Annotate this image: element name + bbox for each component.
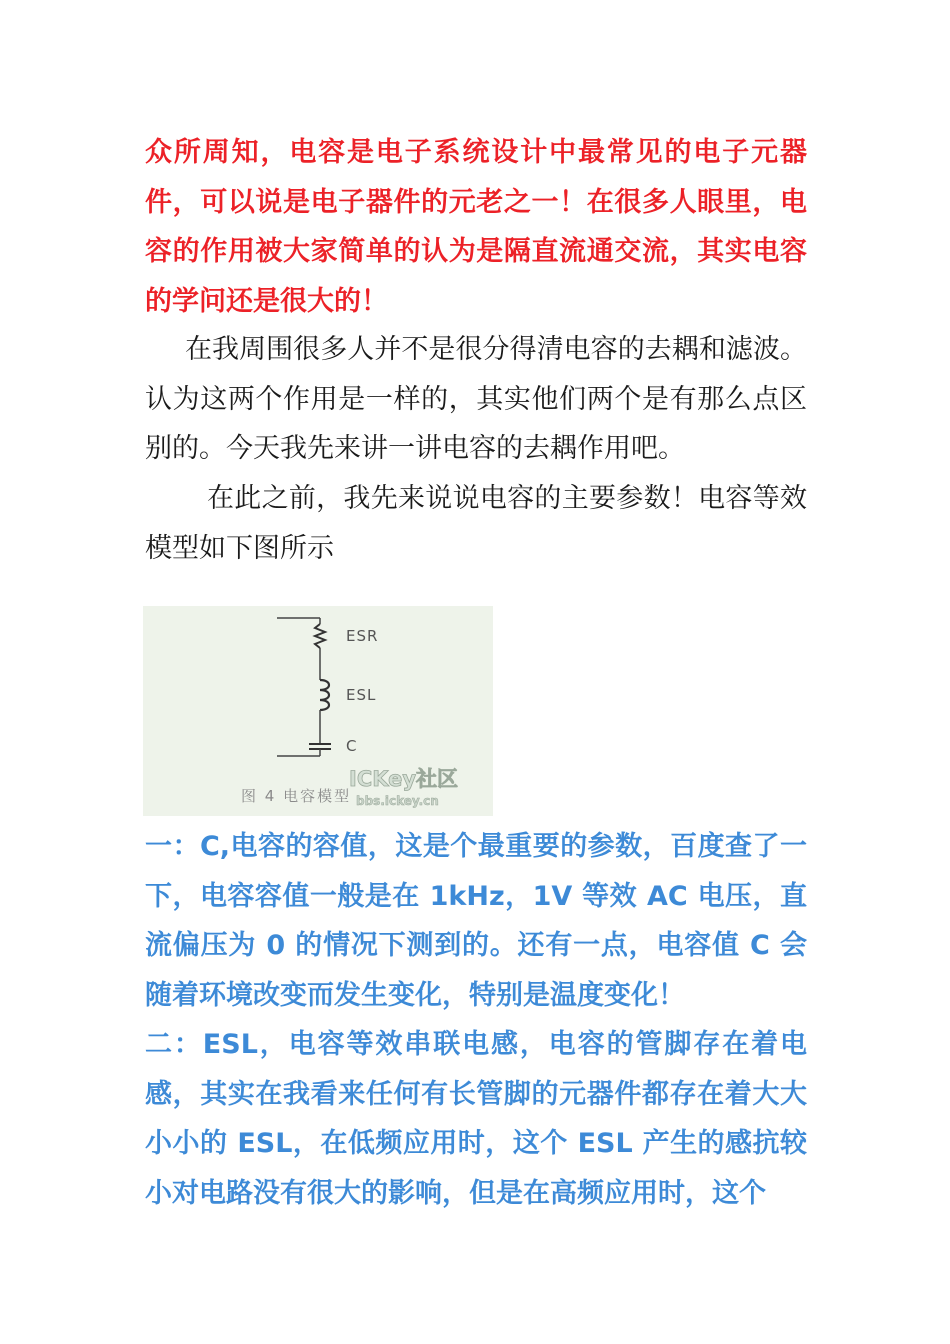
inductor-symbol [320, 680, 329, 710]
esr-label: ESR [346, 627, 379, 645]
figure-caption: 图 4 电容模型 [241, 787, 352, 805]
esl-label: ESL [346, 686, 377, 704]
intro-paragraph: 众所周知，电容是电子系统设计中最常见的电子元器件，可以说是电子器件的元老之一！在很多人眼里，电容的作用被大家简单的认为是隔直流通交流，其实电容的学问还是很大的！ [145, 137, 807, 317]
capacitor-equivalent-circuit-diagram [143, 606, 493, 816]
watermark-url: bbs.ickey.cn [356, 794, 439, 808]
parameter-c-paragraph: 一：C,电容的容值，这是个最重要的参数，百度查了一下，电容容值一般是在 1kHz，1V 等效 AC 电压，直流偏压为 0 的情况下测到的。还有一点，电容值 C 会随着环境改变而发生变化，特别是温度变化！ [145, 831, 807, 1011]
capacitor-model-figure [143, 606, 493, 816]
paragraph-main-parameters: 在此之前，我先来说说电容的主要参数！电容等效模型如下图所示 [145, 483, 807, 564]
paragraph-decoupling-filtering: 在我周围很多人并不是很分得清电容的去耦和滤波。认为这两个作用是一样的，其实他们两个是有那么点区别的。今天我先来讲一讲电容的去耦作用吧。 [145, 334, 807, 464]
parameter-esl-paragraph: 二：ESL，电容等效串联电感，电容的管脚存在着电感，其实在我看来任何有长管脚的元器件都存在着大大小小的 ESL，在低频应用时，这个 ESL 产生的感抗较小对电路没有很大的影响，但是在高频应用时，这个 [145, 1029, 807, 1209]
watermark-logo: ICKey社区 [349, 767, 459, 791]
c-label: C [346, 737, 357, 755]
resistor-symbol [315, 624, 325, 648]
